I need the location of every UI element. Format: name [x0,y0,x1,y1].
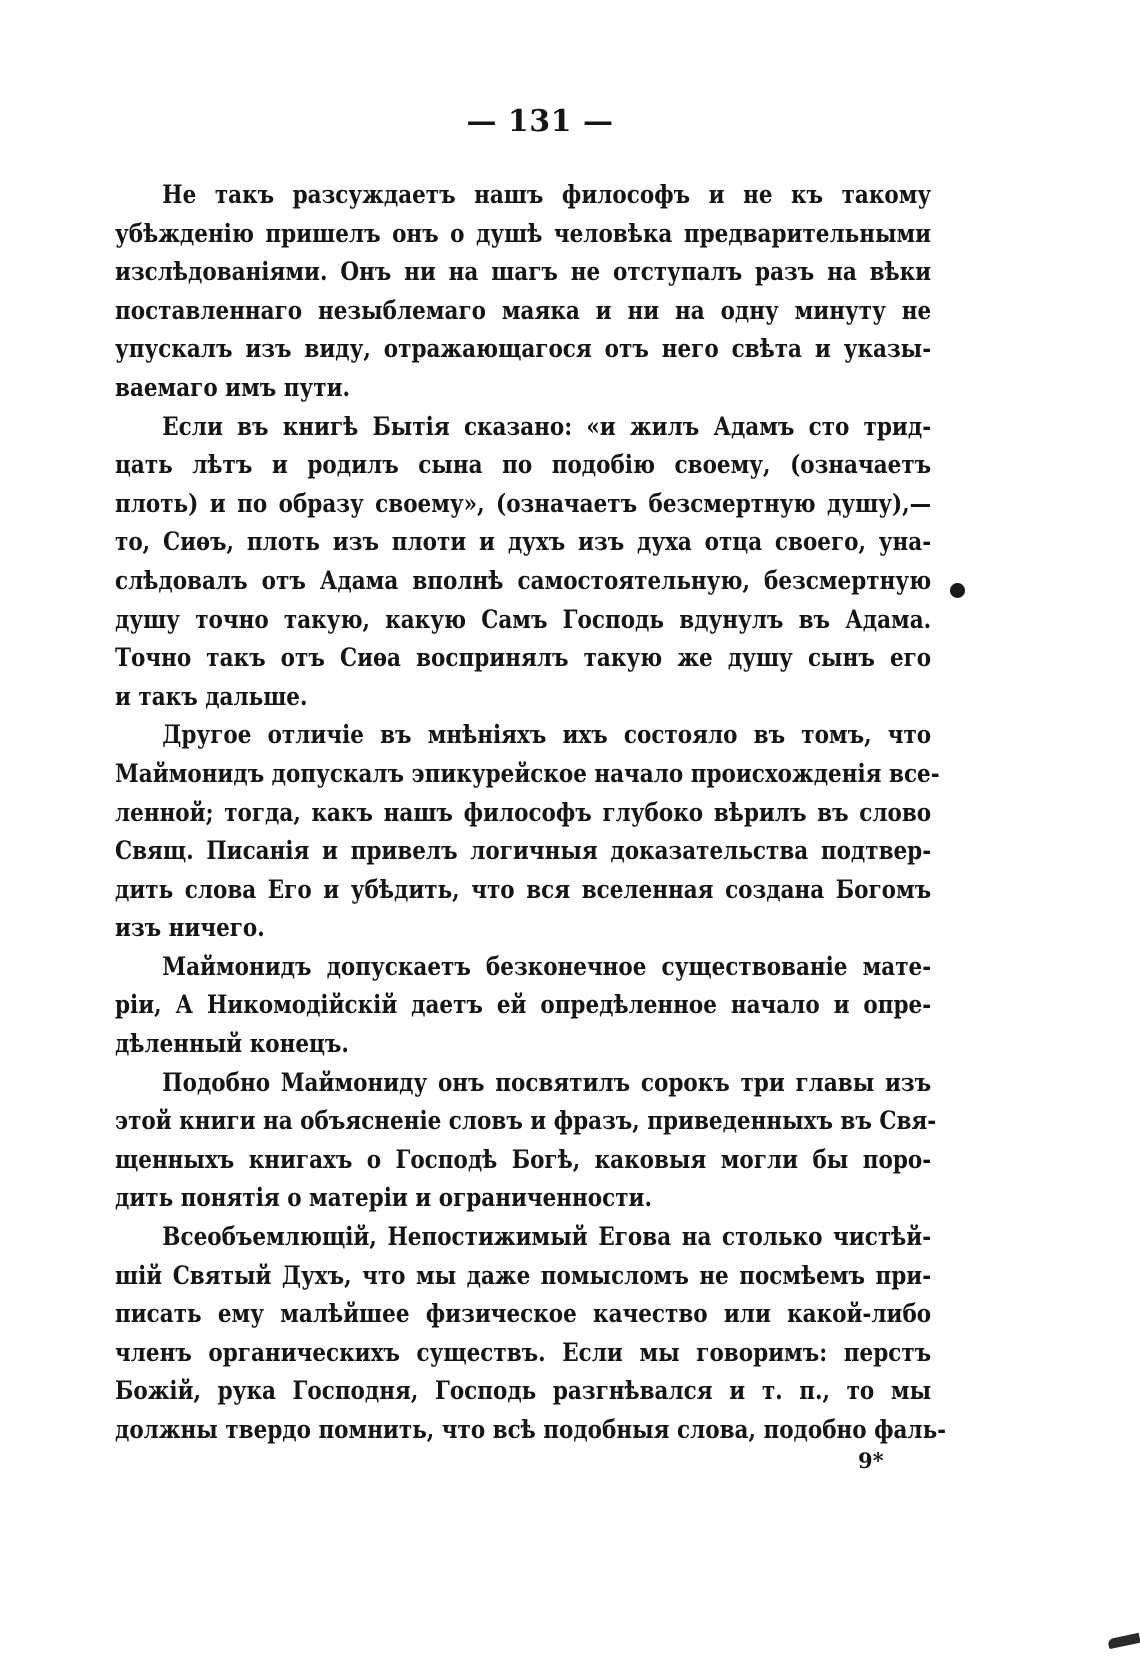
text-line: то, Сиѳъ, плоть изъ плоти и духъ изъ духа отца своего, уна- [115,527,932,557]
text-line: поставленнаго незыблемаго маяка и ни на одну минуту не [115,295,932,325]
text-line: дить слова Его и убѣдить, что вся вселенная создана Богомъ [115,874,932,904]
text-line: убѣжденію пришелъ онъ о душѣ человѣка предварительными [115,218,932,248]
ink-blot-mark [950,583,965,598]
scan-edge-smudge [1107,1633,1140,1649]
text-line: шій Святый Духъ, что мы даже помысломъ не посмѣемъ при- [115,1260,932,1290]
text-line: Маймонидъ допускалъ эпикурейское начало происхожденія все- [115,758,940,788]
text-line: членъ органическихъ существъ. Если мы говоримъ: перстъ [115,1337,932,1367]
text-line: ленной; тогда, какъ нашъ философъ глубоко вѣрилъ въ слово [115,797,932,827]
text-line: писать ему малѣйшее физическое качество или какой-либо [115,1299,932,1329]
text-line: дѣленный конецъ. [115,1029,349,1059]
text-line: этой книги на объясненіе словъ и фразъ, приведенныхъ въ Свя- [115,1106,937,1136]
text-line: дить понятія о матеріи и ограниченности. [115,1183,652,1213]
text-line: Всеобъемлющій, Непостижимый Егова на столько чистѣй- [162,1222,932,1252]
signature-mark: 9* [858,1448,884,1473]
text-line: Божій, рука Господня, Господь разгнѣвался и т. п., то мы [115,1376,932,1406]
text-line: Другое отличіе въ мнѣніяхъ ихъ состояло въ томъ, что [162,720,932,750]
text-line: Подобно Маймониду онъ посвятилъ сорокъ три главы изъ [162,1067,932,1097]
text-line: ваемаго имъ пути. [115,372,351,402]
text-line: изслѣдованіями. Онъ ни на шагъ не отступалъ разъ на вѣки [115,257,932,287]
text-line: Не такъ разсуждаетъ нашъ философъ и не къ такому [162,180,932,209]
text-line: Маймонидъ допускаетъ безконечное существованіе мате- [162,951,932,981]
text-line: должны твердо помнить, что всѣ подобныя слова, подобно фаль- [115,1415,947,1444]
text-line: цать лѣтъ и родилъ сына по подобію своему, (означаетъ [115,450,932,480]
text-line: щенныхъ книгахъ о Господѣ Богѣ, каковыя могли бы поро- [115,1144,932,1174]
text-line: Если въ книгѣ Бытія сказано: «и жилъ Адамъ сто трид- [162,411,932,441]
body-text [115,176,947,1450]
page-number: — 131 — [466,104,614,139]
text-line: изъ ничего. [115,913,265,943]
text-line: Точно такъ отъ Сиѳа воспринялъ такую же душу сынъ его [115,643,932,673]
text-line: слѣдовалъ отъ Адама вполнѣ самостоятельную, безсмертную [115,565,932,595]
text-line: и такъ дальше. [115,681,308,711]
text-line: ріи, А Никомодійскій даетъ ей опредѣленное начало и опре- [115,990,932,1020]
text-line: упускалъ изъ виду, отражающагося отъ него свѣта и указы- [115,334,932,364]
text-line: плоть) и по образу своему», (означаетъ безсмертную душу),— [115,488,932,518]
text-line: душу точно такую, какую Самъ Господь вдунулъ въ Адама. [115,604,932,634]
text-line: Свящ. Писанія и привелъ логичныя доказательства подтвер- [115,836,932,866]
